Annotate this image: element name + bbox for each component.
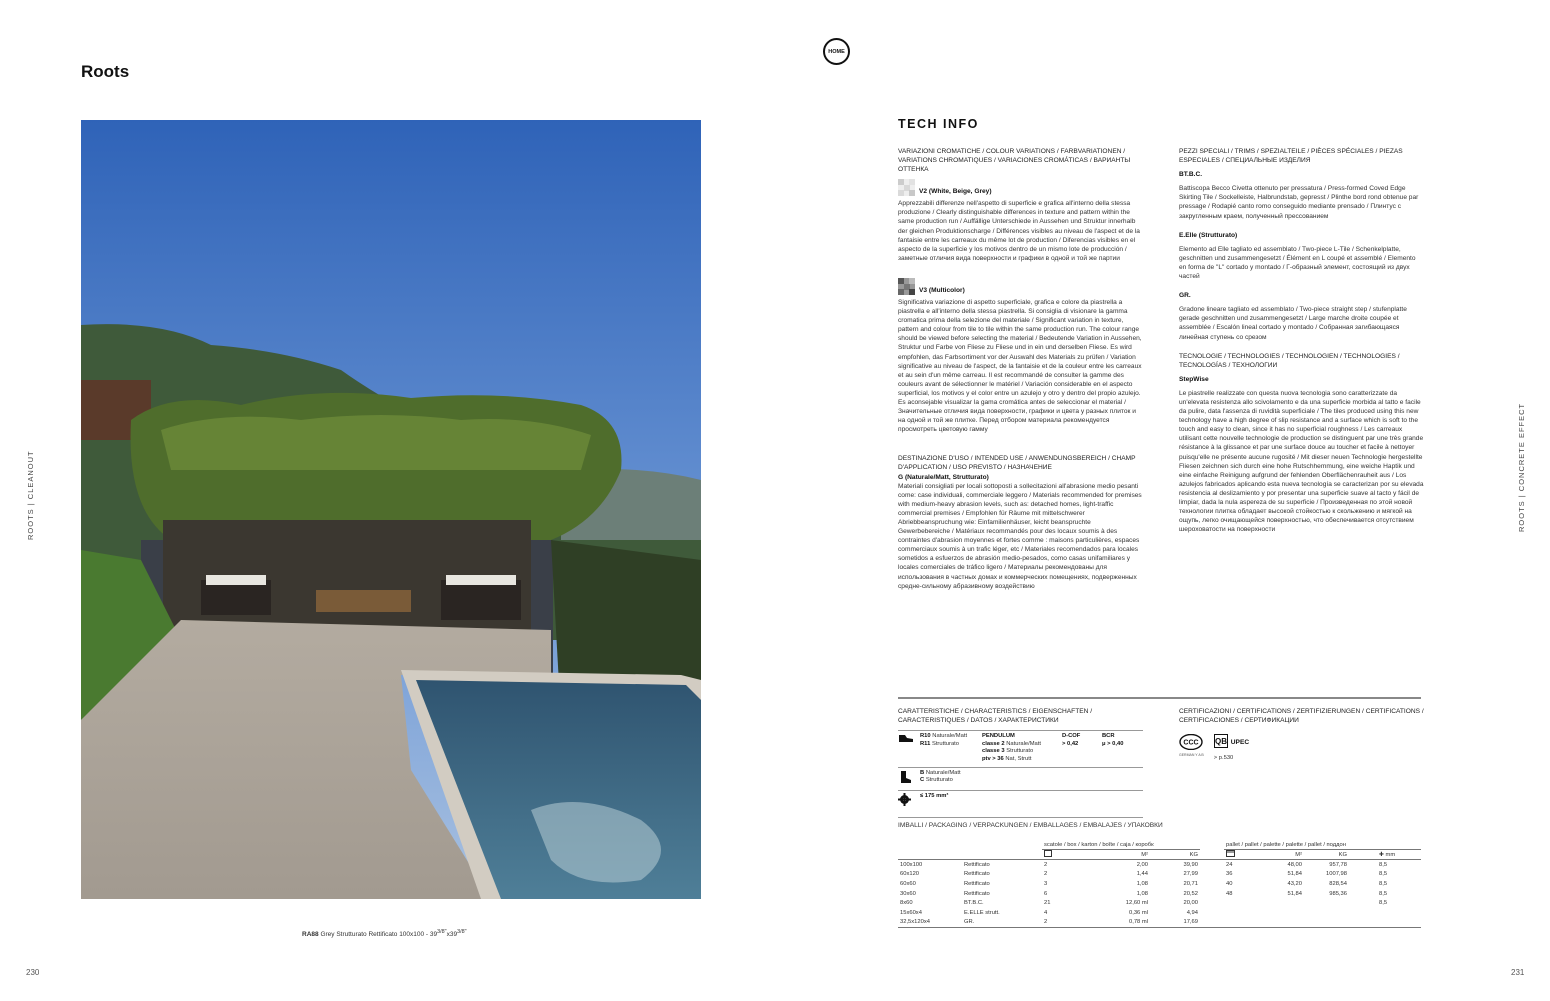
cell-size: 15x60x4: [900, 909, 922, 916]
box-m2-header: M²: [1100, 850, 1150, 860]
pallet-group-header: pallet / pallet / palette / palette / pallet / поддон: [1224, 840, 1421, 850]
packaging-heading: IMBALLI / PACKAGING / VERPACKUNGEN / EMBALLAGES / EMBALAJES / УПАКОВКИ: [898, 822, 1163, 829]
gr-text: Gradone lineare tagliato ed assemblato / Two-piece straight step / stufenplatte gerade geschnitten und zusammengesetzt / Large marche droite coupée et assemblée / Escalón lineal cortado y montado / Собранная загибающаяся линейная ступень со срезом: [1179, 306, 1407, 341]
cell-size: 32,5x120x4: [898, 918, 962, 928]
table-row: [898, 869, 1421, 879]
cell-p-pcs: 48: [1226, 890, 1233, 897]
cell-kg: 20,71: [1183, 880, 1198, 887]
cell-pcs: 21: [1044, 900, 1051, 907]
caption-text: Grey Strutturato Rettificato 100x100 - 39: [320, 931, 438, 939]
stepwise-text: Le piastrelle realizzate con questa nuova tecnologia sono caratterizzate da un'elevata resistenza allo scivolamento e da una superficie morbida al tatto e facile da pulire, data l'assenza di ruvidità superficiale / The tiles produced using this new technology have a high degree of slip resistance and a surface which is soft to the touch and easy to clean, since it has no superficial roughness / Les carreaux utilisant cette nouvelle technologie de production se distinguent par une très grande résistance à la glissance et par une surface douce au toucher et facile à nettoyer puisqu'elle ne présente aucune rugosité / Mit dieser neuen Technologie hergestellte Fliesen zeichnen sich durch eine hohe Rutschhemmung, eine weiche Haptik und eine einfache Reinigung aufgrund der fehlenden Oberflächenrauheit aus / Los azulejos fabricados aplicando esta nueva tecnología se caracterizan por su elevada resistencia al deslizamiento y por presentar una superficie suave al tacto y fácil de limpiar, dada la nula aspereza de su superficie / Произведенная по этой новой технологии плитка обладает высокой стойкостью к скольжению и мягкой на ощупь, легко очищающейся поверхностью, что обеспечивается отсутствием шероховатости на поверхности: [1179, 389, 1424, 534]
wear-b: B: [920, 769, 925, 776]
gr-title: GR.: [1179, 292, 1191, 300]
btbc-title: BT.B.C.: [1179, 171, 1203, 179]
photo-caption: [302, 929, 467, 938]
cell-type: Rettificato: [964, 861, 990, 868]
table-row: [898, 918, 1421, 928]
cell-pcs: 2: [1044, 871, 1048, 878]
bcr-value: μ > 0,40: [1102, 740, 1124, 747]
cell-kg: 17,69: [1150, 918, 1200, 928]
thickness-unit: mm: [1385, 851, 1396, 858]
cell-spacer: [1200, 908, 1224, 918]
cell-kg: 4,94: [1186, 909, 1198, 916]
intended-use-text: Materiali consigliati per locali sottoposti a sollecitazioni all'abrasione medio pesanti come: case individuali, commerciale leggero / Materials recommended for premises with medium-heavy abrasion levels, such as: detached homes, light-traffic commercial premises / Empfohlen für Räume mit mittelschwerer Abriebbeanspruchung wie: Einfamilienhäuser, leicht beanspruchte Gewerbebereiche / Matériaux recommandés pour des locaux soumis à des contraintes d'abrasion moyennes et fortes comme : maisons particulières, espaces commerciaux soumis à un trafic léger, etc / Materiales recomendados para locales sometidos a esfuerzos de abrasión medio-pesados, como casas unifamiliares y locales comerciales de tráfico ligero / Материалы рекомендованы для использования в частных домах и коммерческих помещениях, подверженных средне-сильному абразивному воздействию: [898, 482, 1142, 590]
caption-sup-2: 3/8": [457, 929, 467, 935]
cell-m2: 1,08: [1136, 880, 1148, 887]
pendulum-label: PENDULUM: [982, 733, 1015, 740]
cell-p-kg: [1304, 908, 1349, 918]
tech-column-left: [898, 147, 1143, 591]
cell-p-kg: 1007,98: [1326, 871, 1347, 878]
svg-text:QB: QB: [1214, 737, 1227, 747]
cell-p-kg: 828,54: [1329, 880, 1347, 887]
cell-p-pcs: 36: [1226, 871, 1233, 878]
cell-p-m2: 51,84: [1287, 890, 1302, 897]
cell-p-kg: 957,78: [1329, 861, 1347, 868]
pallet-kg-header: KG: [1304, 850, 1349, 860]
abrasion-value: ≤ 175 mm³: [920, 792, 949, 799]
wear-row: [898, 768, 1143, 791]
r11-label: R11: [920, 740, 931, 747]
cell-p-kg: 985,36: [1329, 890, 1347, 897]
characteristics-block: [898, 707, 1143, 818]
cell-mm: 8,5: [1379, 900, 1388, 907]
side-label-left-wrap: [26, 440, 38, 540]
dcof-label: D-COF: [1062, 733, 1081, 740]
v2-swatch-icon: [898, 179, 915, 196]
cell-m2: 1,44: [1136, 871, 1148, 878]
caption-sup-1: 3/8": [437, 929, 447, 935]
cell-p-m2: 43,20: [1287, 880, 1302, 887]
v2-title: V2 (White, Beige, Grey): [919, 188, 992, 196]
cell-p-kg: [1304, 898, 1349, 908]
upec-label: UPEC: [1230, 739, 1250, 747]
side-label-right-wrap: [1517, 402, 1529, 652]
bcr-label: BCR: [1102, 733, 1115, 740]
v2-text: Apprezzabili differenze nell'aspetto di superficie e grafica all'interno della stessa produzione / Clearly distinguishable differences in texture and pattern within the same production run / Auffällige Unterschiede in Aussehen und Struktur innerhalb der gleichen Produktionscharge / Différences visibles au niveau de l'aspect et de la fantaisie entre les carreaux du même lot de production / Diferencias visibles en el aspecto de la superficie y los motivos dentro de un mismo lote de producción / заметные отличия вида поверхности и графики в одной и той же партии: [898, 200, 1140, 262]
cell-spacer: [1200, 869, 1224, 879]
trims-heading: PEZZI SPECIALI / TRIMS / SPEZIALTEILE / PIÈCES SPÉCIALES / PIEZAS ESPECIALES / СПЕЦИАЛЬНЫЕ ИЗДЕЛИЯ: [1179, 148, 1403, 165]
home-button[interactable]: HOME: [823, 38, 850, 65]
r10-label: R10: [920, 733, 931, 740]
cell-type: Rettificato: [964, 880, 990, 887]
cell-mm: 8,5: [1379, 890, 1388, 897]
ccc-logo-icon: [1179, 734, 1204, 753]
cell-mm: [1349, 908, 1421, 918]
cell-p-kg: [1304, 918, 1349, 928]
upec-page-ref[interactable]: > p.530: [1213, 755, 1234, 762]
caption-x: x39: [446, 931, 458, 939]
box-kg-header: KG: [1150, 850, 1200, 860]
side-label-right: ROOTS | CONCRETE EFFECT: [1517, 402, 1526, 532]
cell-mm: 8,5: [1379, 880, 1388, 887]
cell-spacer: [1200, 889, 1224, 899]
cell-pcs: 2: [1042, 918, 1100, 928]
eelle-title: E.Elle (Strutturato): [1179, 231, 1238, 239]
cell-p-pcs: [1224, 898, 1264, 908]
v3-row: [898, 278, 1143, 295]
cell-spacer: [1200, 918, 1224, 928]
cell-spacer: [1200, 898, 1224, 908]
cell-type: Rettificato: [964, 890, 990, 897]
r10-note: Naturale/Matt: [932, 733, 968, 740]
cell-p-m2: [1264, 918, 1304, 928]
packaging-table: [898, 840, 1421, 928]
cell-pcs: 6: [1044, 890, 1048, 897]
cell-pcs: 2: [1044, 861, 1048, 868]
wear-c: C: [920, 777, 925, 784]
cell-kg: 20,00: [1183, 900, 1198, 907]
cell-size: 60x60: [900, 880, 916, 887]
caption-code: RA88: [302, 931, 319, 939]
certifications-heading: CERTIFICAZIONI / CERTIFICATIONS / ZERTIFIZIERUNGEN / CERTIFICATIONS / CERTIFICACIONES / СЕРТИФИКАЦИИ: [1179, 708, 1424, 725]
table-row: [898, 898, 1421, 908]
v3-swatch-icon: [898, 278, 915, 295]
v3-text: Significativa variazione di aspetto superficiale, grafica e colore da piastrella a piastrella e all'interno della stessa piastrella. Si consiglia di visionare la gamma cromatica prima della selezione del materiale / Significant variation in texture, pattern and colour from tile to tile within the same production run. The colour range should be viewed before selecting the material / Bedeutende Variation in Aussehen, Struktur und Farbe von Fliese zu Fliese und in ein und derselben Fliese. Es wird empfohlen, das Farbsortiment vor der Auswahl des Materials zu prüfen / Variation significative au niveau de l'aspect, de la fantaisie et de la couleur entre les carreaux et au sein d'un même carreau. Il est recommandé de consulter la gamme des couleurs avant de sélectionner le matériel / Variación considerable en el aspecto superficial, los motivos y el color entre un azulejo y otro y dentro del propio azulejo. Es aconsejable visualizar la gama cromática antes de seleccionar el material / Значительные отличия вида поверхности, графики и цвета у разных плиток и на одной и той же плитке. Перед отбором материала рекомендуется просмотреть цветовую гамму: [898, 298, 1142, 434]
pallet-m2-header: M²: [1264, 850, 1304, 860]
cell-m2: 12,60 ml: [1125, 900, 1148, 907]
classe2-label: classe 2: [982, 740, 1005, 747]
tech-column-right: [1179, 147, 1424, 534]
cell-kg: 27,99: [1183, 871, 1198, 878]
cell-size: 8x60: [900, 900, 913, 907]
intended-use-title: G (Naturale/Matt, Strutturato): [898, 473, 989, 481]
cell-kg: 20,52: [1183, 890, 1198, 897]
side-label-left: ROOTS | CLEANOUT: [26, 450, 35, 540]
table-row: [898, 879, 1421, 889]
ptv-label: ptv > 36: [982, 755, 1004, 762]
cell-kg: 39,90: [1183, 861, 1198, 868]
dcof-value: > 0,42: [1062, 740, 1079, 747]
box-group-header: scatole / box / karton / boîte / caja / коробк: [1042, 840, 1200, 850]
cell-p-pcs: [1224, 918, 1264, 928]
certifications-block: [1179, 707, 1424, 763]
shoe-icon: [898, 733, 920, 763]
table-row: [898, 908, 1421, 918]
cell-spacer: [1200, 879, 1224, 889]
cell-p-pcs: [1224, 908, 1264, 918]
cell-type: BT.B.C.: [964, 900, 984, 907]
color-variations-heading: VARIAZIONI CROMATICHE / COLOUR VARIATIONS / FARBVARIATIONEN / VARIATIONS CHROMATIQUES / VARIACIONES CROMÁTICAS / ВАРИАНТЫ ОТТЕНКА: [898, 148, 1131, 174]
cell-size: 60x120: [900, 871, 920, 878]
cell-m2: 0,36 ml: [1128, 909, 1148, 916]
r11-note: Strutturato: [931, 740, 960, 747]
gear-icon: [898, 793, 920, 809]
cell-p-m2: 48,00: [1287, 861, 1302, 868]
cell-type: E.ELLE strutt.: [964, 909, 1000, 916]
cell-p-pcs: 40: [1226, 880, 1233, 887]
slip-resistance-row: [898, 731, 1143, 767]
cell-type: GR.: [962, 918, 1042, 928]
page-number-right: 231: [1511, 968, 1525, 977]
cell-p-m2: [1264, 908, 1304, 918]
btbc-text: Battiscopa Becco Civetta ottenuto per pressatura / Press-formed Coved Edge Skirting Tile / Sockelleiste, Halbrundstab, gepresst / Plinthe bord rond obtenue par pressage / Rodapié canto romo conseguido mediante prensado / Плинтус с закругленным краем, полученный прессованием: [1179, 185, 1419, 220]
v2-row: [898, 179, 1143, 196]
cell-m2: 1,08: [1136, 890, 1148, 897]
tech-info-title: TECH INFO: [898, 117, 979, 131]
classe3-label: classe 3: [982, 748, 1005, 755]
cell-mm: 8,5: [1379, 871, 1388, 878]
cell-p-m2: [1264, 898, 1304, 908]
cell-p-m2: 51,84: [1287, 871, 1302, 878]
qb-logo-icon: [1214, 734, 1228, 751]
technologies-heading: TECNOLOGIE / TECHNOLOGIES / TECHNOLOGIEN / TECHNOLOGIES / TECNOLOGÍAS / ТЕХНОЛОГИИ: [1179, 352, 1400, 369]
page-number-left: 230: [26, 968, 40, 977]
ptv-note: Nat, Strutt: [1005, 755, 1032, 762]
eelle-text: Elemento ad Elle tagliato ed assemblato / Two-piece L-Tile / Schenkelplatte, geschnitten und zusammengesetzt / Élément en L coupé et assemblé / Elemento en forma de "L" cortado y montado / Г-образный элемент, состоящий из двух частей: [1179, 245, 1416, 281]
v3-title: V3 (Multicolor): [919, 286, 965, 294]
characteristics-heading: CARATTERISTICHE / CHARACTERISTICS / EIGENSCHAFTEN / CARACTERISTIQUES / DATOS / ХАРАКТЕРИСТИКИ: [898, 708, 1093, 725]
table-row: [898, 860, 1421, 870]
classe2-note: Naturale/Matt: [1006, 740, 1041, 747]
section-divider: [898, 697, 1421, 699]
cell-type: Rettificato: [964, 871, 990, 878]
intended-use-heading: DESTINAZIONE D'USO / INTENDED USE / ANWENDUNGSBEREICH / CHAMP D'APPLICATION / USO PREVISTO / НАЗНАЧЕНИЕ: [898, 455, 1136, 472]
cell-mm: 8,5: [1379, 861, 1388, 868]
ccc-small-text: GERMAN Y A B: [1179, 753, 1204, 758]
wear-c-note: Strutturato: [925, 777, 953, 784]
abrasion-row: [898, 791, 1143, 818]
page-title: Roots: [81, 62, 130, 81]
cell-pcs: 4: [1044, 909, 1048, 916]
cell-p-pcs: 24: [1226, 861, 1233, 868]
garden-pool-scene: [81, 120, 701, 899]
svg-text:CCC: CCC: [1183, 739, 1199, 747]
stepwise-title: StepWise: [1179, 375, 1209, 383]
cell-m2: 2,00: [1136, 861, 1148, 868]
cell-spacer: [1200, 860, 1224, 870]
box-pieces-icon: [1042, 850, 1100, 860]
thickness-header: [1349, 850, 1421, 860]
pallet-boxes-icon: [1224, 850, 1264, 860]
classe3-note: Strutturato: [1006, 748, 1034, 755]
wear-b-note: Naturale/Matt: [925, 769, 961, 776]
cell-pcs: 3: [1044, 880, 1048, 887]
boot-icon: [898, 770, 920, 787]
packaging-rows: [898, 860, 1421, 928]
thickness-icon: ✚: [1379, 851, 1384, 858]
cell-size: 30x60: [900, 890, 916, 897]
product-photo: [81, 120, 701, 899]
cell-m2: 0,78 ml: [1100, 918, 1150, 928]
cell-mm: [1349, 918, 1421, 928]
cell-size: 100x100: [900, 861, 923, 868]
table-row: [898, 889, 1421, 899]
